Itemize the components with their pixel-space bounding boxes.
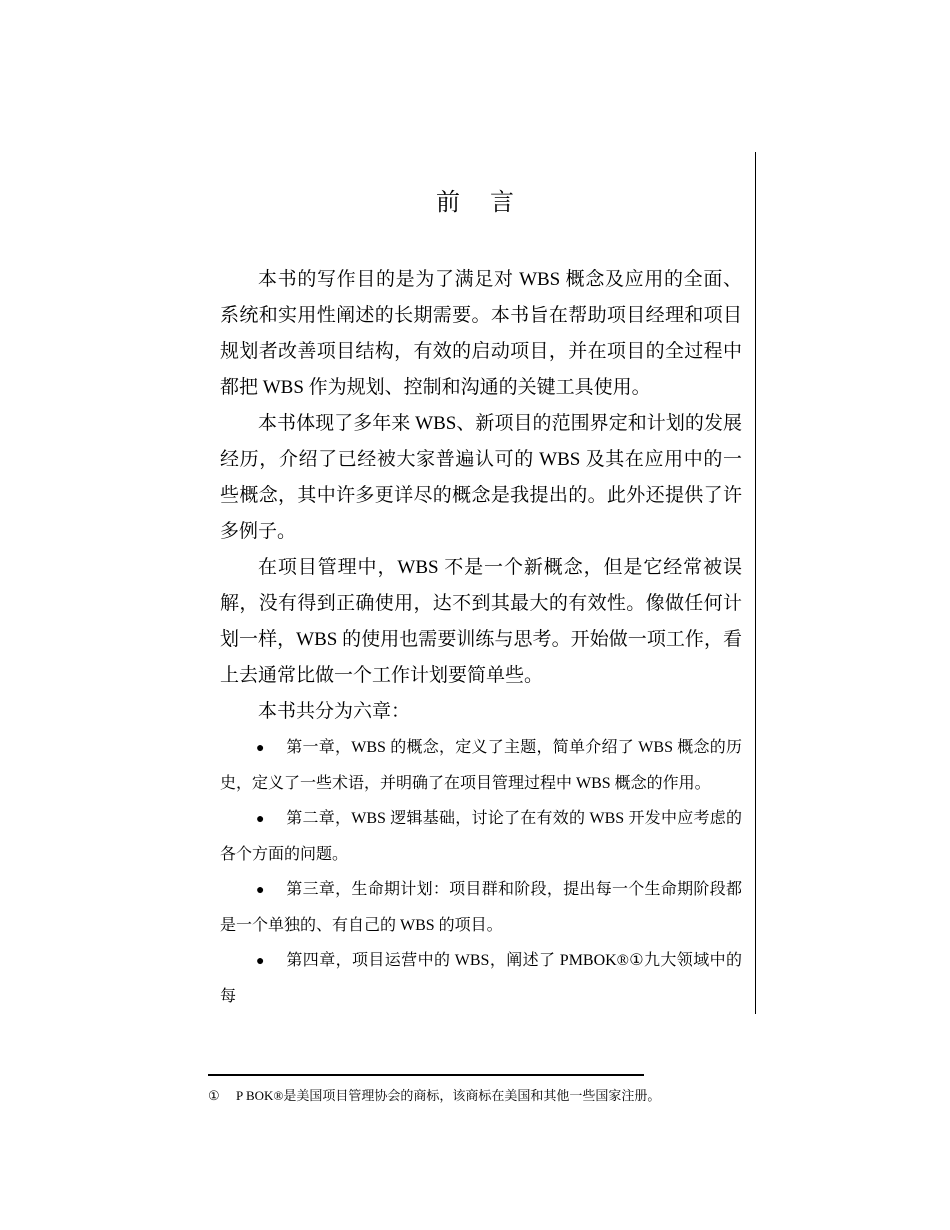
bullet-icon: ●: [256, 812, 265, 827]
footnote-text: P BOK®是美国项目管理协会的商标，该商标在美国和其他一些国家注册。: [236, 1088, 661, 1103]
paragraph: 在项目管理中，WBS 不是一个新概念，但是它经常被误解，没有得到正确使用，达不到其最大的有效性。像做任何计划一样，WBS 的使用也需要训练与思考。开始做一项工作，看上去通常比做一个工作计划要简单些。: [220, 557, 742, 686]
list-item-text: 第二章，WBS 逻辑基础，讨论了在有效的 WBS 开发中应考虑的各个方面的问题。: [220, 810, 742, 863]
page-title: 前 言: [436, 190, 526, 216]
body-text: [220, 262, 742, 1014]
footnote-separator: [208, 1074, 644, 1076]
list-item: [220, 730, 742, 801]
footnote-mark: ①: [208, 1088, 220, 1103]
list-item-text: 第四章，项目运营中的 WBS，阐述了 PMBOK®①九大领域中的每: [220, 952, 742, 1005]
list-item: [220, 943, 742, 1014]
paragraph: 本书体现了多年来 WBS、新项目的范围界定和计划的发展经历，介绍了已经被大家普遍认可的 WBS 及其在应用中的一些概念，其中许多更详尽的概念是我提出的。此外还提供了许多例子。: [220, 413, 742, 542]
list-item: [220, 801, 742, 872]
paragraph: 本书共分为六章：: [258, 701, 411, 722]
bullet-icon: ●: [256, 954, 265, 969]
paragraph: 本书的写作目的是为了满足对 WBS 概念及应用的全面、系统和实用性阐述的长期需要。本书旨在帮助项目经理和项目规划者改善项目结构，有效的启动项目，并在项目的全过程中都把 WBS 作为规划、控制和沟通的关键工具使用。: [220, 269, 742, 398]
list-item-text: 第三章，生命期计划：项目群和阶段，提出每一个生命期阶段都是一个单独的、有自己的 WBS 的项目。: [220, 881, 742, 934]
bullet-icon: ●: [256, 883, 265, 898]
bullet-icon: ●: [256, 741, 265, 756]
list-item: [220, 872, 742, 943]
chapter-list: [220, 730, 742, 1014]
list-item-text: 第一章，WBS 的概念，定义了主题，简单介绍了 WBS 概念的历史，定义了一些术语，并明确了在项目管理过程中 WBS 概念的作用。: [220, 739, 742, 792]
footnote: [208, 1086, 748, 1106]
right-margin-rule: [755, 152, 756, 1014]
